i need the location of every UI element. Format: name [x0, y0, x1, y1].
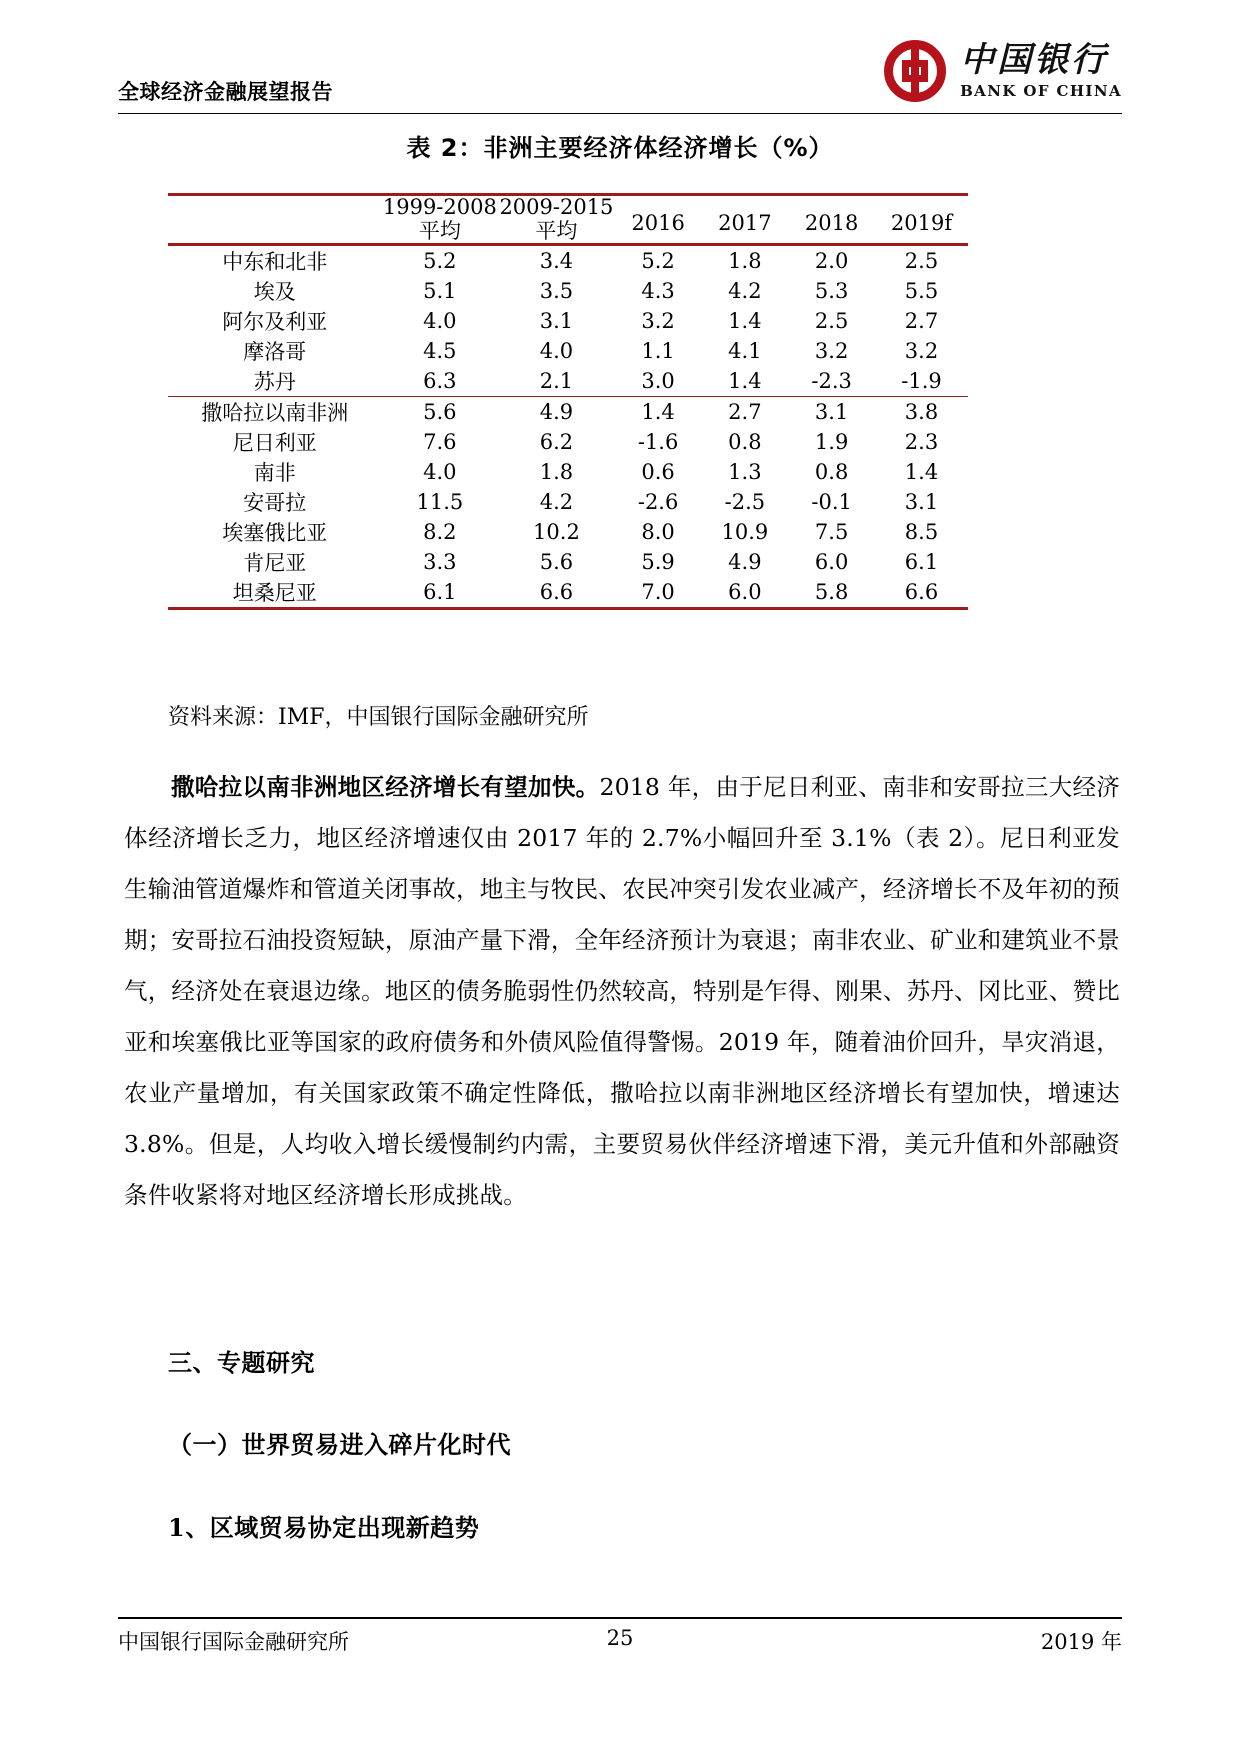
column-header-2009-2015: 2009-2015 平均	[499, 195, 614, 243]
cell-value: 0.6	[641, 460, 675, 485]
row-label: 摩洛哥	[243, 340, 307, 365]
table-row	[168, 487, 968, 517]
cell-value: 5.9	[641, 550, 675, 575]
cell-value: -1.6	[637, 430, 679, 455]
table-row	[168, 246, 968, 276]
cell-value: 5.2	[641, 249, 675, 274]
cell-value: 5.5	[904, 279, 939, 304]
column-header-2016: 2016	[631, 210, 685, 235]
table-row	[168, 366, 968, 396]
cell-value: 7.0	[641, 580, 675, 605]
africa-growth-table	[168, 193, 968, 610]
logo-chinese-name: 中国银行	[960, 40, 1109, 80]
column-header-1999-2008: 1999-2008 平均	[382, 195, 497, 243]
cell-value: 3.0	[641, 369, 675, 394]
cell-value: 3.1	[539, 309, 574, 334]
table-row	[168, 427, 968, 457]
cell-value: 6.6	[539, 580, 574, 605]
cell-value: -2.6	[637, 490, 679, 515]
cell-value: 1.3	[728, 460, 762, 485]
row-label: 尼日利亚	[232, 431, 317, 456]
cell-value: 4.2	[539, 490, 574, 515]
cell-value: 8.0	[641, 520, 675, 545]
cell-value: 4.0	[423, 309, 457, 334]
cell-value: 3.4	[539, 249, 574, 274]
cell-value: 2.5	[904, 249, 939, 274]
cell-value: 3.3	[423, 550, 457, 575]
cell-value: 5.6	[423, 400, 457, 425]
cell-value: 6.0	[728, 580, 762, 605]
row-label: 苏丹	[253, 370, 296, 395]
cell-value: 2.7	[904, 309, 939, 334]
row-label: 肯尼亚	[243, 551, 307, 576]
cell-value: 2.1	[539, 369, 574, 394]
cell-value: 5.3	[814, 279, 849, 304]
table-row	[168, 517, 968, 547]
cell-value: 3.8	[904, 400, 939, 425]
cell-value: 1.4	[904, 460, 939, 485]
cell-value: 1.9	[814, 430, 849, 455]
row-label: 坦桑尼亚	[232, 581, 317, 606]
column-header-2017: 2017	[718, 210, 772, 235]
cell-value: 3.1	[904, 490, 939, 515]
cell-value: 1.1	[641, 339, 675, 364]
cell-value: 5.1	[423, 279, 457, 304]
footer-page-number: 25	[606, 1626, 634, 1650]
cell-value: 0.8	[814, 460, 849, 485]
row-label: 中东和北非	[222, 250, 328, 275]
table-row	[168, 577, 968, 607]
table-row	[168, 397, 968, 427]
cell-value: 4.1	[728, 339, 762, 364]
cell-value: -0.1	[811, 490, 852, 515]
cell-value: 6.0	[814, 550, 849, 575]
cell-value: 3.2	[641, 309, 675, 334]
bank-of-china-logo	[884, 34, 1122, 108]
cell-value: 2.0	[814, 249, 849, 274]
cell-value: 8.5	[904, 520, 939, 545]
table-container	[168, 193, 968, 610]
cell-value: 5.6	[539, 550, 574, 575]
cell-value: 1.4	[728, 309, 762, 334]
cell-value: 5.8	[814, 580, 849, 605]
cell-value: 1.8	[728, 249, 762, 274]
cell-value: 1.8	[539, 460, 574, 485]
table-row	[168, 306, 968, 336]
cell-value: 0.8	[728, 430, 762, 455]
table-source-note: 资料来源：IMF，中国银行国际金融研究所	[168, 705, 589, 730]
cell-value: 10.9	[721, 520, 769, 545]
cell-value: 7.6	[423, 430, 457, 455]
cell-value: 4.9	[728, 550, 762, 575]
cell-value: 7.5	[814, 520, 849, 545]
boc-emblem-icon	[884, 40, 946, 102]
cell-value: 6.1	[904, 550, 939, 575]
table-row	[168, 547, 968, 577]
cell-value: 5.2	[423, 249, 457, 274]
row-label: 阿尔及利亚	[222, 310, 328, 335]
cell-value: 4.0	[539, 339, 574, 364]
page-header	[118, 34, 1122, 114]
column-header-2018: 2018	[804, 210, 859, 235]
cell-value: 6.2	[539, 430, 574, 455]
row-label: 安哥拉	[243, 491, 307, 516]
page-footer	[118, 1617, 1122, 1657]
cell-value: 6.6	[904, 580, 939, 605]
cell-value: 10.2	[533, 520, 580, 545]
cell-value: 4.3	[641, 279, 675, 304]
cell-value: 11.5	[416, 490, 464, 515]
column-header-region	[168, 196, 382, 243]
row-label: 撒哈拉以南非洲	[201, 401, 349, 426]
cell-value: 3.2	[904, 339, 939, 364]
row-label: 埃塞俄比亚	[222, 521, 328, 546]
cell-value: 4.9	[539, 400, 574, 425]
cell-value: 4.0	[423, 460, 457, 485]
table-bottom-rule	[168, 607, 968, 610]
table-header-row	[168, 196, 968, 243]
logo-english-name: BANK OF CHINA	[960, 82, 1122, 100]
cell-value: 1.4	[728, 369, 762, 394]
footer-year: 2019 年	[1040, 1630, 1122, 1654]
main-paragraph	[124, 762, 1120, 1221]
header-divider	[118, 113, 1122, 115]
cell-value: 2.7	[728, 400, 762, 425]
paragraph-body-text: 2018 年，由于尼日利亚、南非和安哥拉三大经济体经济增长乏力，地区经济增速仅由 2017 年的 2.7%小幅回升至 3.1%（表 2）。尼日利亚发生输油管道爆炸和管道关闭事故，地主与牧民、农民冲突引发农业减产，经济增长不及年初的预期；安哥拉石油投资短缺，原油产量下滑，全年经济预计为衰退；南非农业、矿业和建筑业不景气，经济处在衰退边缘。地区的债务脆弱性仍然较高，特别是乍得、刚果、苏丹、冈比亚、赞比亚和埃塞俄比亚等国家的政府债务和外债风险值得警惕。2019 年，随着油价回升，旱灾消退，农业产量增加，有关国家政策不确定性降低，撒哈拉以南非洲地区经济增长有望加快，增速达 3.8%。但是，人均收入增长缓慢制约内需，主要贸易伙伴经济增速下滑，美元升值和外部融资条件收紧将对地区经济增长形成挑战。	[124, 773, 1121, 1209]
cell-value: 3.2	[814, 339, 849, 364]
cell-value: 2.3	[904, 430, 939, 455]
cell-value: 2.5	[814, 309, 849, 334]
cell-value: -2.5	[724, 490, 766, 515]
table-row	[168, 457, 968, 487]
body-text-block	[124, 762, 1120, 1221]
row-label: 南非	[253, 461, 296, 486]
cell-value: 3.5	[539, 279, 574, 304]
footer-divider	[118, 1617, 1122, 1619]
heading-section: 三、专题研究	[168, 1349, 315, 1377]
table-row	[168, 276, 968, 306]
cell-value: -2.3	[811, 369, 852, 394]
paragraph-lead-sentence: 撒哈拉以南非洲地区经济增长有望加快。	[171, 773, 600, 801]
cell-value: 4.5	[423, 339, 457, 364]
cell-value: 4.2	[728, 279, 762, 304]
cell-value: 8.2	[423, 520, 457, 545]
report-title: 全球经济金融展望报告	[118, 80, 333, 104]
table-caption: 表 2：非洲主要经济体经济增长（%）	[406, 134, 834, 162]
cell-value: 6.1	[423, 580, 457, 605]
column-header-2019f: 2019f	[890, 210, 953, 235]
footer-institution: 中国银行国际金融研究所	[118, 1630, 349, 1654]
cell-value: -1.9	[901, 369, 942, 394]
row-label: 埃及	[253, 280, 296, 305]
cell-value: 1.4	[641, 400, 675, 425]
cell-value: 6.3	[423, 369, 457, 394]
heading-subsubsection: 1、区域贸易协定出现新趋势	[168, 1513, 480, 1542]
heading-subsection: （一）世界贸易进入碎片化时代	[168, 1430, 511, 1459]
cell-value: 3.1	[814, 400, 849, 425]
table-row	[168, 336, 968, 366]
